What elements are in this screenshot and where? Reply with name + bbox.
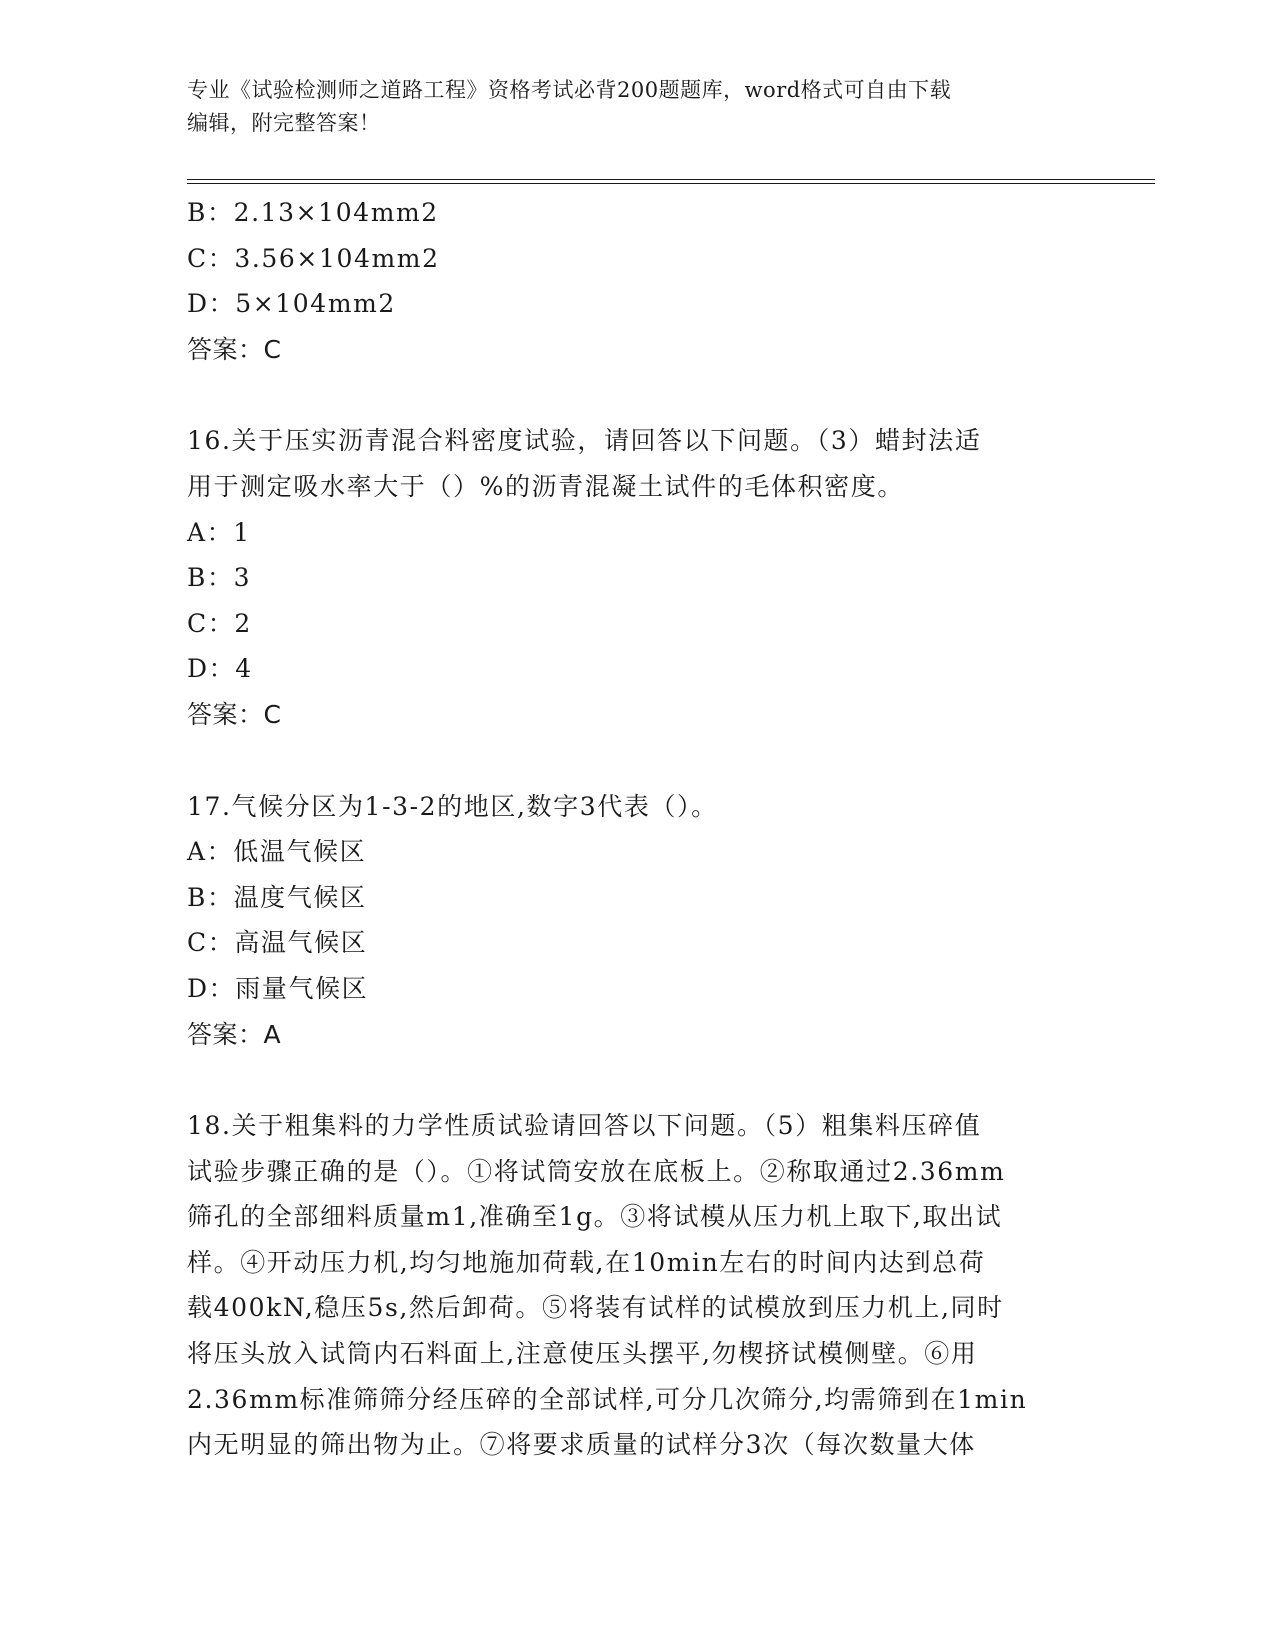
option-b: B：2.13×104mm2 — [187, 198, 439, 227]
option-d: D：雨量气候区 — [187, 973, 369, 1003]
question-text — [187, 784, 1067, 830]
question-line: 2.36mm标准筛筛分经压碎的全部试样,可分几次筛分,均需筛到在1min — [187, 1384, 1028, 1414]
answer-line: 答案：C — [187, 334, 282, 364]
question-line: 筛孔的全部细料质量m1,准确至1g。③将试模从压力机上取下,取出试 — [187, 1202, 1003, 1232]
question-line: 内无明显的筛出物为止。⑦将要求质量的试样分3次（每次数量大体 — [187, 1430, 976, 1460]
header-line-1: 专业《试验检测师之道路工程》资格考试必背200题题库，word格式可自由下载 — [187, 78, 952, 102]
option-b: B：3 — [187, 563, 252, 593]
spacer — [187, 738, 1087, 784]
question-line: 18.关于粗集料的力学性质试验请回答以下问题。（5）粗集料压碎值 — [187, 1111, 982, 1141]
question-line: 用于测定吸水率大于（）%的沥青混凝土试件的毛体积密度。 — [187, 471, 904, 501]
answer-line: 答案：A — [187, 1019, 282, 1049]
answer-line: 答案：C — [187, 699, 282, 729]
question-line: 样。④开动压力机,均匀地施加荷载,在10min左右的时间内达到总荷 — [187, 1247, 986, 1277]
question-15-block — [187, 190, 1087, 372]
header-divider-top — [187, 179, 1155, 180]
header-divider-bottom — [187, 183, 1155, 184]
question-line: 17.气候分区为1-3-2的地区,数字3代表（）。 — [187, 791, 718, 821]
spacer — [187, 372, 1087, 418]
question-16-block — [187, 418, 1087, 737]
option-c: C：高温气候区 — [187, 928, 368, 958]
question-text — [187, 418, 1067, 509]
option-c: C：2 — [187, 608, 252, 638]
spacer — [187, 1057, 1087, 1103]
page-header — [187, 74, 1087, 140]
header-line-2: 编辑，附完整答案！ — [187, 111, 381, 135]
question-line: 试验步骤正确的是（）。①将试筒安放在底板上。②称取通过2.36mm — [187, 1156, 1006, 1186]
question-17-block — [187, 784, 1087, 1058]
option-b: B：温度气候区 — [187, 882, 367, 912]
question-content — [187, 190, 1087, 1468]
option-d: D：5×104mm2 — [187, 289, 396, 319]
option-c: C：3.56×104mm2 — [187, 243, 440, 273]
question-text — [187, 1103, 1067, 1468]
question-18-block — [187, 1103, 1087, 1468]
question-line: 16.关于压实沥青混合料密度试验，请回答以下问题。（3）蜡封法适 — [187, 426, 982, 456]
option-d: D：4 — [187, 654, 253, 684]
option-a: A：1 — [187, 517, 251, 547]
option-a: A：低温气候区 — [187, 837, 367, 867]
question-line: 载400kN,稳压5s,然后卸荷。⑤将装有试样的试模放到压力机上,同时 — [187, 1293, 1004, 1323]
question-line: 将压头放入试筒内石料面上,注意使压头摆平,勿楔挤试模侧壁。⑥用 — [187, 1339, 978, 1369]
